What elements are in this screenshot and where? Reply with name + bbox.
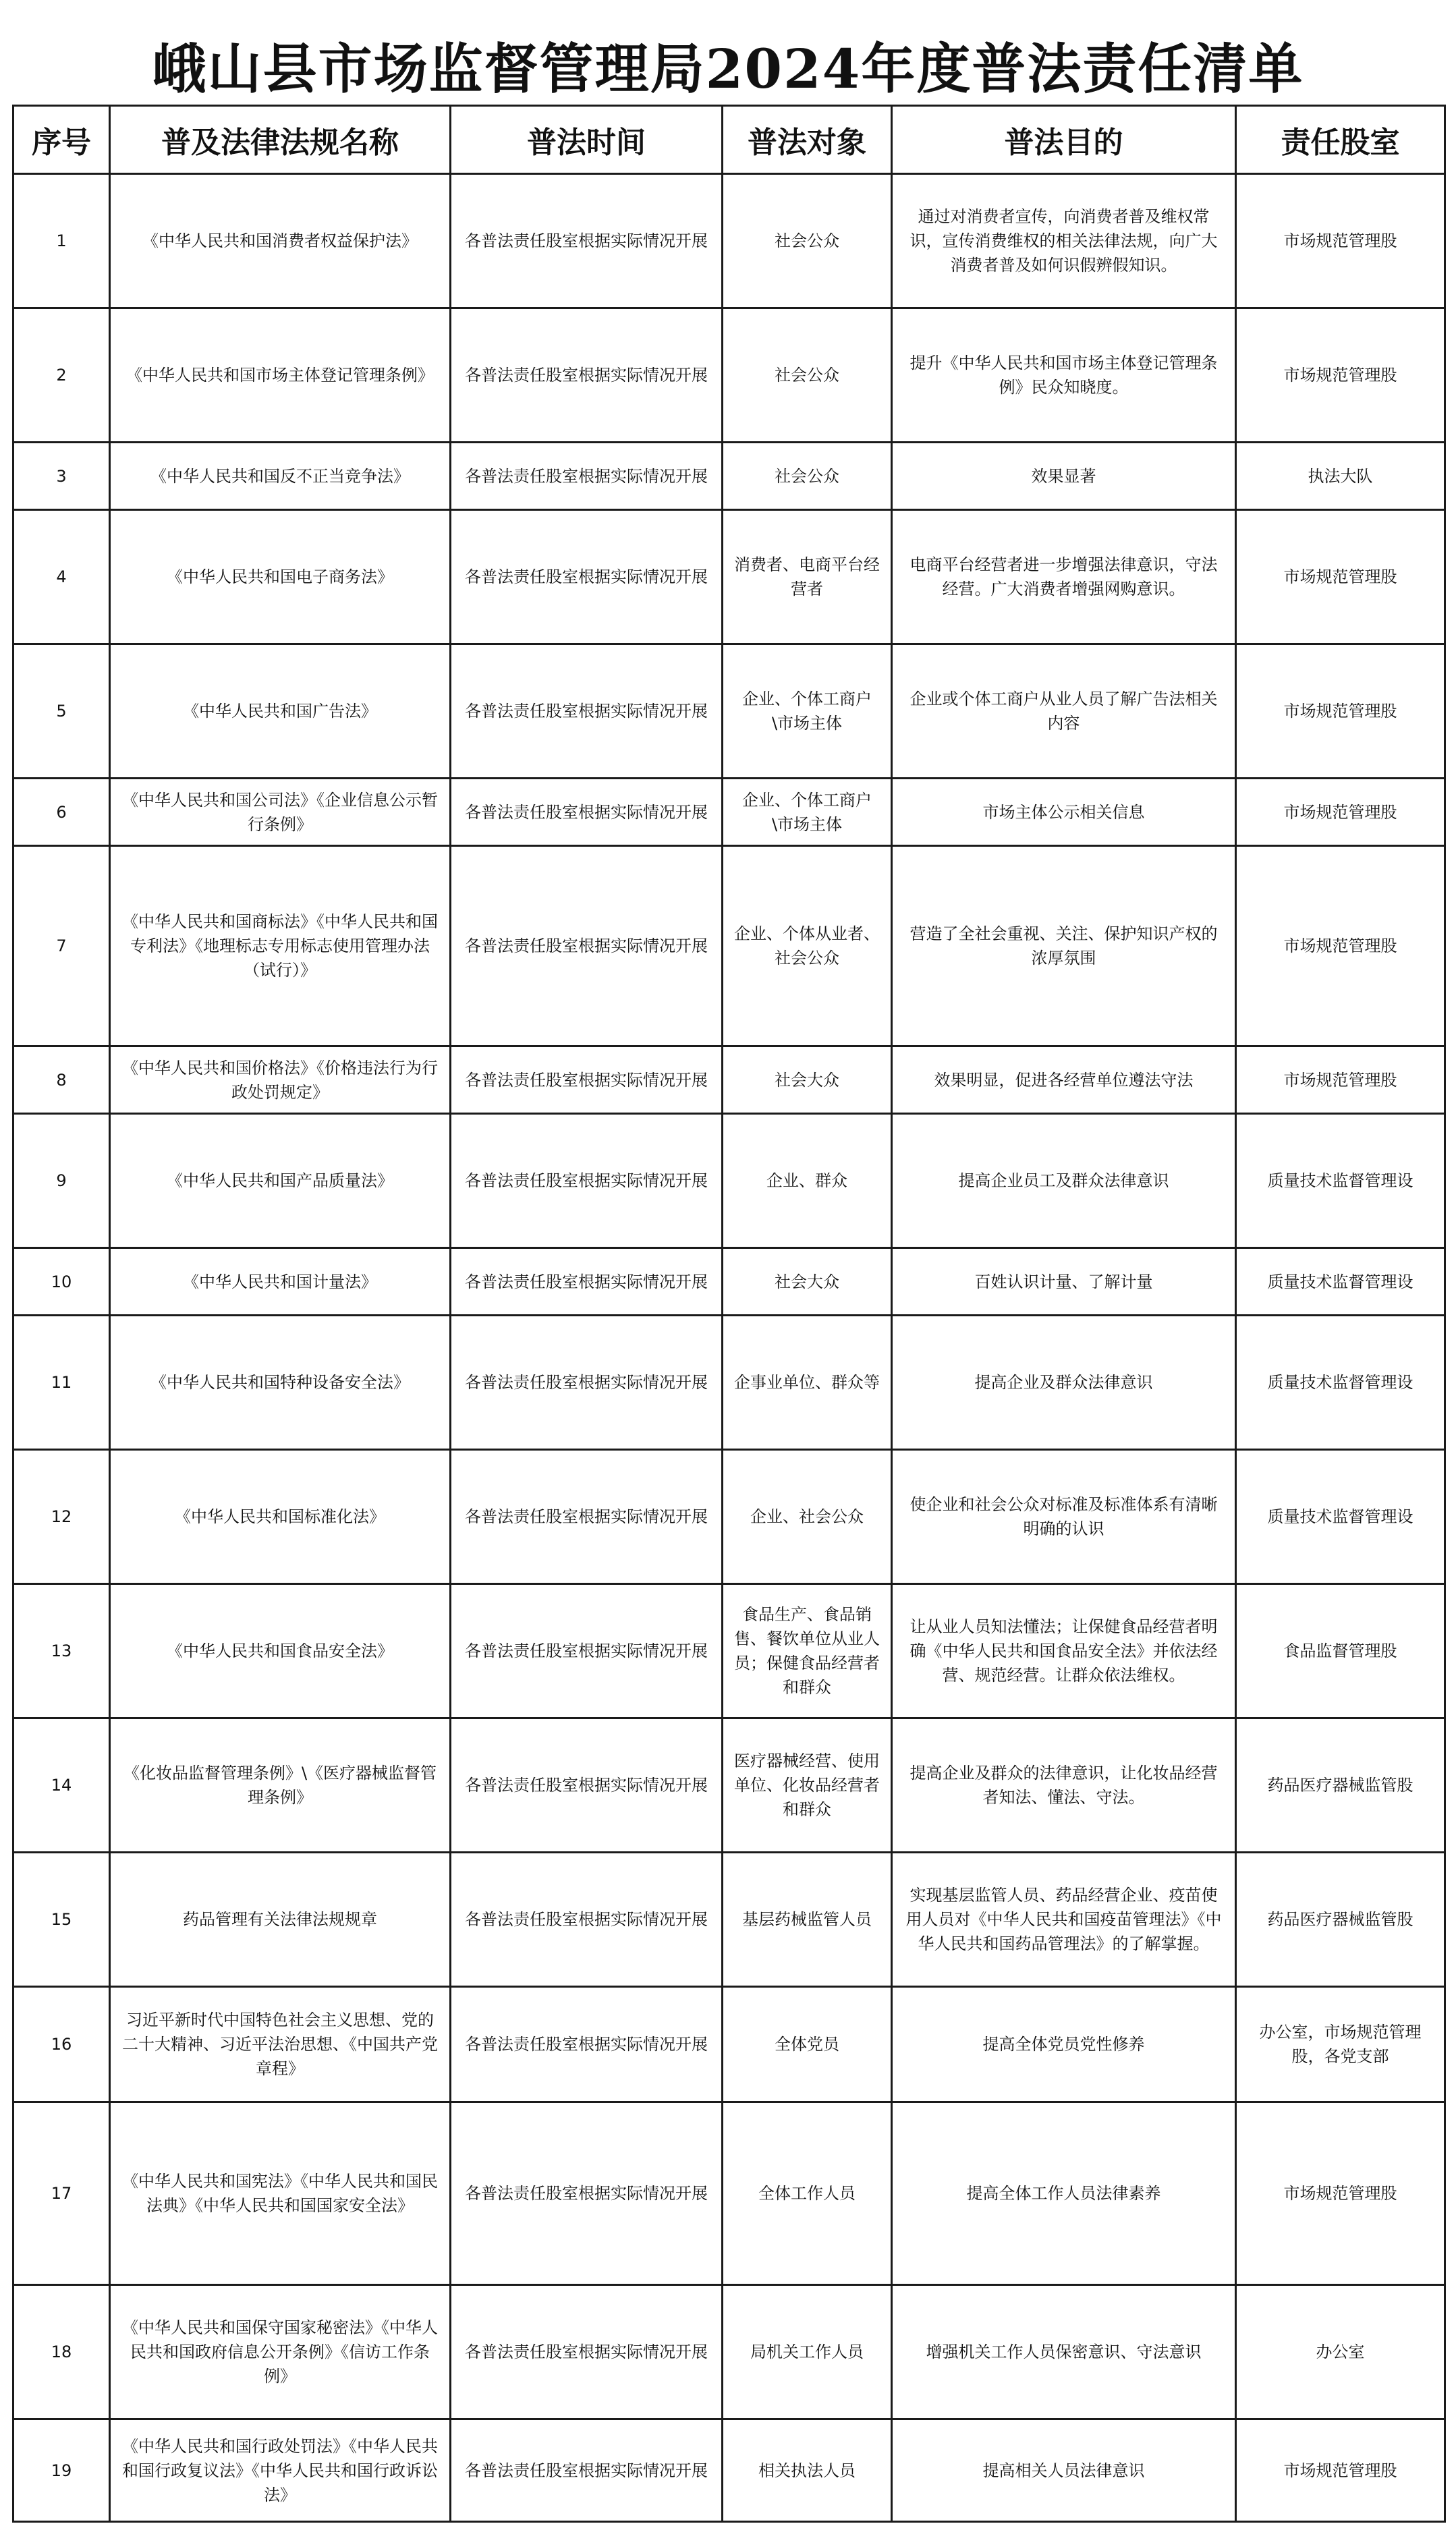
cell-dept: 市场规范管理股 xyxy=(1236,2102,1445,2285)
cell-no: 13 xyxy=(13,1584,110,1718)
cell-law: 《中华人民共和国广告法》 xyxy=(110,644,451,779)
table-row xyxy=(13,2419,1445,2522)
cell-time: 各普法责任股室根据实际情况开展 xyxy=(451,1450,723,1584)
cell-law: 《中华人民共和国市场主体登记管理条例》 xyxy=(110,308,451,443)
cell-law: 《中华人民共和国保守国家秘密法》《中华人民共和国政府信息公开条例》《信访工作条例》 xyxy=(110,2285,451,2419)
cell-time: 各普法责任股室根据实际情况开展 xyxy=(451,2285,723,2419)
cell-law: 习近平新时代中国特色社会主义思想、党的二十大精神、习近平法治思想、《中国共产党章程》 xyxy=(110,1987,451,2102)
table-row xyxy=(13,174,1445,308)
cell-target: 企业、个体工商户\市场主体 xyxy=(723,644,892,779)
cell-no: 9 xyxy=(13,1114,110,1248)
cell-no: 3 xyxy=(13,443,110,510)
cell-time: 各普法责任股室根据实际情况开展 xyxy=(451,1853,723,1987)
cell-dept: 质量技术监督管理设 xyxy=(1236,1114,1445,1248)
cell-target: 全体党员 xyxy=(723,1987,892,2102)
cell-target: 消费者、电商平台经营者 xyxy=(723,510,892,644)
cell-target: 基层药械监管人员 xyxy=(723,1853,892,1987)
table-row xyxy=(13,1987,1445,2102)
cell-purpose: 效果明显，促进各经营单位遵法守法 xyxy=(892,1046,1236,1114)
header-row xyxy=(13,106,1445,174)
cell-time: 各普法责任股室根据实际情况开展 xyxy=(451,846,723,1046)
cell-law: 《中华人民共和国食品安全法》 xyxy=(110,1584,451,1718)
cell-time: 各普法责任股室根据实际情况开展 xyxy=(451,779,723,846)
table-row xyxy=(13,308,1445,443)
cell-no: 1 xyxy=(13,174,110,308)
table-row xyxy=(13,1450,1445,1584)
cell-law: 《中华人民共和国价格法》《价格违法行为行政处罚规定》 xyxy=(110,1046,451,1114)
cell-time: 各普法责任股室根据实际情况开展 xyxy=(451,1316,723,1450)
cell-law: 《中华人民共和国反不正当竞争法》 xyxy=(110,443,451,510)
header-target: 普法对象 xyxy=(723,106,892,174)
cell-target: 企业、社会公众 xyxy=(723,1450,892,1584)
cell-no: 17 xyxy=(13,2102,110,2285)
table-row xyxy=(13,1114,1445,1248)
cell-time: 各普法责任股室根据实际情况开展 xyxy=(451,174,723,308)
table-row xyxy=(13,846,1445,1046)
table-row xyxy=(13,1853,1445,1987)
cell-purpose: 企业或个体工商户从业人员了解广告法相关内容 xyxy=(892,644,1236,779)
cell-no: 11 xyxy=(13,1316,110,1450)
cell-no: 5 xyxy=(13,644,110,779)
cell-law: 《化妆品监督管理条例》\《医疗器械监督管理条例》 xyxy=(110,1718,451,1853)
page-title: 峨山县市场监督管理局2024年度普法责任清单 xyxy=(152,37,1304,101)
cell-purpose: 提高企业及群众的法律意识，让化妆品经营者知法、懂法、守法。 xyxy=(892,1718,1236,1853)
cell-no: 8 xyxy=(13,1046,110,1114)
cell-no: 2 xyxy=(13,308,110,443)
cell-time: 各普法责任股室根据实际情况开展 xyxy=(451,510,723,644)
cell-target: 社会公众 xyxy=(723,443,892,510)
cell-purpose: 让从业人员知法懂法；让保健食品经营者明确《中华人民共和国食品安全法》并依法经营、规范经营。让群众依法维权。 xyxy=(892,1584,1236,1718)
cell-target: 社会公众 xyxy=(723,308,892,443)
cell-target: 企业、个体工商户\市场主体 xyxy=(723,779,892,846)
header-purpose: 普法目的 xyxy=(892,106,1236,174)
cell-dept: 市场规范管理股 xyxy=(1236,779,1445,846)
cell-no: 18 xyxy=(13,2285,110,2419)
cell-dept: 办公室 xyxy=(1236,2285,1445,2419)
cell-time: 各普法责任股室根据实际情况开展 xyxy=(451,443,723,510)
cell-no: 12 xyxy=(13,1450,110,1584)
table-row xyxy=(13,2285,1445,2419)
cell-purpose: 通过对消费者宣传，向消费者普及维权常识，宣传消费维权的相关法律法规，向广大消费者普及如何识假辨假知识。 xyxy=(892,174,1236,308)
header-dept: 责任股室 xyxy=(1236,106,1445,174)
responsibility-table xyxy=(12,105,1446,2523)
cell-law: 《中华人民共和国公司法》《企业信息公示暂行条例》 xyxy=(110,779,451,846)
table-row xyxy=(13,1584,1445,1718)
cell-dept: 食品监督管理股 xyxy=(1236,1584,1445,1718)
cell-law: 《中华人民共和国消费者权益保护法》 xyxy=(110,174,451,308)
cell-purpose: 市场主体公示相关信息 xyxy=(892,779,1236,846)
cell-purpose: 提高企业员工及群众法律意识 xyxy=(892,1114,1236,1248)
header-law: 普及法律法规名称 xyxy=(110,106,451,174)
cell-target: 相关执法人员 xyxy=(723,2419,892,2522)
table-row xyxy=(13,510,1445,644)
cell-dept: 市场规范管理股 xyxy=(1236,2419,1445,2522)
cell-target: 局机关工作人员 xyxy=(723,2285,892,2419)
cell-law: 《中华人民共和国宪法》《中华人民共和国民法典》《中华人民共和国国家安全法》 xyxy=(110,2102,451,2285)
header-no: 序号 xyxy=(13,106,110,174)
cell-target: 企事业单位、群众等 xyxy=(723,1316,892,1450)
cell-law: 《中华人民共和国产品质量法》 xyxy=(110,1114,451,1248)
cell-law: 《中华人民共和国电子商务法》 xyxy=(110,510,451,644)
cell-purpose: 提高全体党员党性修养 xyxy=(892,1987,1236,2102)
cell-no: 14 xyxy=(13,1718,110,1853)
cell-time: 各普法责任股室根据实际情况开展 xyxy=(451,2419,723,2522)
cell-target: 社会公众 xyxy=(723,174,892,308)
table-row xyxy=(13,779,1445,846)
cell-dept: 市场规范管理股 xyxy=(1236,308,1445,443)
table-row xyxy=(13,2102,1445,2285)
cell-target: 全体工作人员 xyxy=(723,2102,892,2285)
cell-purpose: 提高企业及群众法律意识 xyxy=(892,1316,1236,1450)
cell-time: 各普法责任股室根据实际情况开展 xyxy=(451,644,723,779)
table-row xyxy=(13,1248,1445,1316)
cell-dept: 质量技术监督管理设 xyxy=(1236,1316,1445,1450)
cell-target: 食品生产、食品销售、餐饮单位从业人员；保健食品经营者和群众 xyxy=(723,1584,892,1718)
cell-purpose: 百姓认识计量、了解计量 xyxy=(892,1248,1236,1316)
cell-purpose: 电商平台经营者进一步增强法律意识，守法经营。广大消费者增强网购意识。 xyxy=(892,510,1236,644)
table-row xyxy=(13,1316,1445,1450)
cell-purpose: 实现基层监管人员、药品经营企业、疫苗使用人员对《中华人民共和国疫苗管理法》《中华人民共和国药品管理法》的了解掌握。 xyxy=(892,1853,1236,1987)
cell-no: 10 xyxy=(13,1248,110,1316)
cell-dept: 药品医疗器械监管股 xyxy=(1236,1718,1445,1853)
cell-purpose: 效果显著 xyxy=(892,443,1236,510)
cell-no: 15 xyxy=(13,1853,110,1987)
cell-purpose: 营造了全社会重视、关注、保护知识产权的浓厚氛围 xyxy=(892,846,1236,1046)
cell-no: 6 xyxy=(13,779,110,846)
cell-dept: 市场规范管理股 xyxy=(1236,846,1445,1046)
cell-law: 《中华人民共和国标准化法》 xyxy=(110,1450,451,1584)
cell-time: 各普法责任股室根据实际情况开展 xyxy=(451,1114,723,1248)
cell-time: 各普法责任股室根据实际情况开展 xyxy=(451,2102,723,2285)
cell-law: 药品管理有关法律法规规章 xyxy=(110,1853,451,1987)
cell-law: 《中华人民共和国商标法》《中华人民共和国专利法》《地理标志专用标志使用管理办法（试行）》 xyxy=(110,846,451,1046)
cell-dept: 质量技术监督管理设 xyxy=(1236,1248,1445,1316)
cell-law: 《中华人民共和国行政处罚法》《中华人民共和国行政复议法》《中华人民共和国行政诉讼法》 xyxy=(110,2419,451,2522)
cell-no: 7 xyxy=(13,846,110,1046)
cell-law: 《中华人民共和国计量法》 xyxy=(110,1248,451,1316)
cell-no: 19 xyxy=(13,2419,110,2522)
cell-target: 医疗器械经营、使用单位、化妆品经营者和群众 xyxy=(723,1718,892,1853)
cell-dept: 执法大队 xyxy=(1236,443,1445,510)
header-time: 普法时间 xyxy=(451,106,723,174)
cell-target: 社会大众 xyxy=(723,1046,892,1114)
cell-law: 《中华人民共和国特种设备安全法》 xyxy=(110,1316,451,1450)
cell-dept: 办公室，市场规范管理股，各党支部 xyxy=(1236,1987,1445,2102)
cell-dept: 药品医疗器械监管股 xyxy=(1236,1853,1445,1987)
cell-time: 各普法责任股室根据实际情况开展 xyxy=(451,308,723,443)
cell-dept: 市场规范管理股 xyxy=(1236,174,1445,308)
table-row xyxy=(13,644,1445,779)
table-row xyxy=(13,443,1445,510)
cell-no: 4 xyxy=(13,510,110,644)
cell-time: 各普法责任股室根据实际情况开展 xyxy=(451,1718,723,1853)
cell-target: 企业、群众 xyxy=(723,1114,892,1248)
cell-purpose: 使企业和社会公众对标准及标准体系有清晰明确的认识 xyxy=(892,1450,1236,1584)
cell-target: 社会大众 xyxy=(723,1248,892,1316)
cell-dept: 市场规范管理股 xyxy=(1236,644,1445,779)
cell-time: 各普法责任股室根据实际情况开展 xyxy=(451,1584,723,1718)
cell-no: 16 xyxy=(13,1987,110,2102)
cell-dept: 市场规范管理股 xyxy=(1236,1046,1445,1114)
cell-dept: 质量技术监督管理设 xyxy=(1236,1450,1445,1584)
cell-time: 各普法责任股室根据实际情况开展 xyxy=(451,1987,723,2102)
cell-dept: 市场规范管理股 xyxy=(1236,510,1445,644)
table-row xyxy=(13,1718,1445,1853)
cell-purpose: 提高全体工作人员法律素养 xyxy=(892,2102,1236,2285)
cell-target: 企业、个体从业者、社会公众 xyxy=(723,846,892,1046)
cell-time: 各普法责任股室根据实际情况开展 xyxy=(451,1248,723,1316)
cell-time: 各普法责任股室根据实际情况开展 xyxy=(451,1046,723,1114)
cell-purpose: 增强机关工作人员保密意识、守法意识 xyxy=(892,2285,1236,2419)
table-row xyxy=(13,1046,1445,1114)
cell-purpose: 提升《中华人民共和国市场主体登记管理条例》民众知晓度。 xyxy=(892,308,1236,443)
cell-purpose: 提高相关人员法律意识 xyxy=(892,2419,1236,2522)
